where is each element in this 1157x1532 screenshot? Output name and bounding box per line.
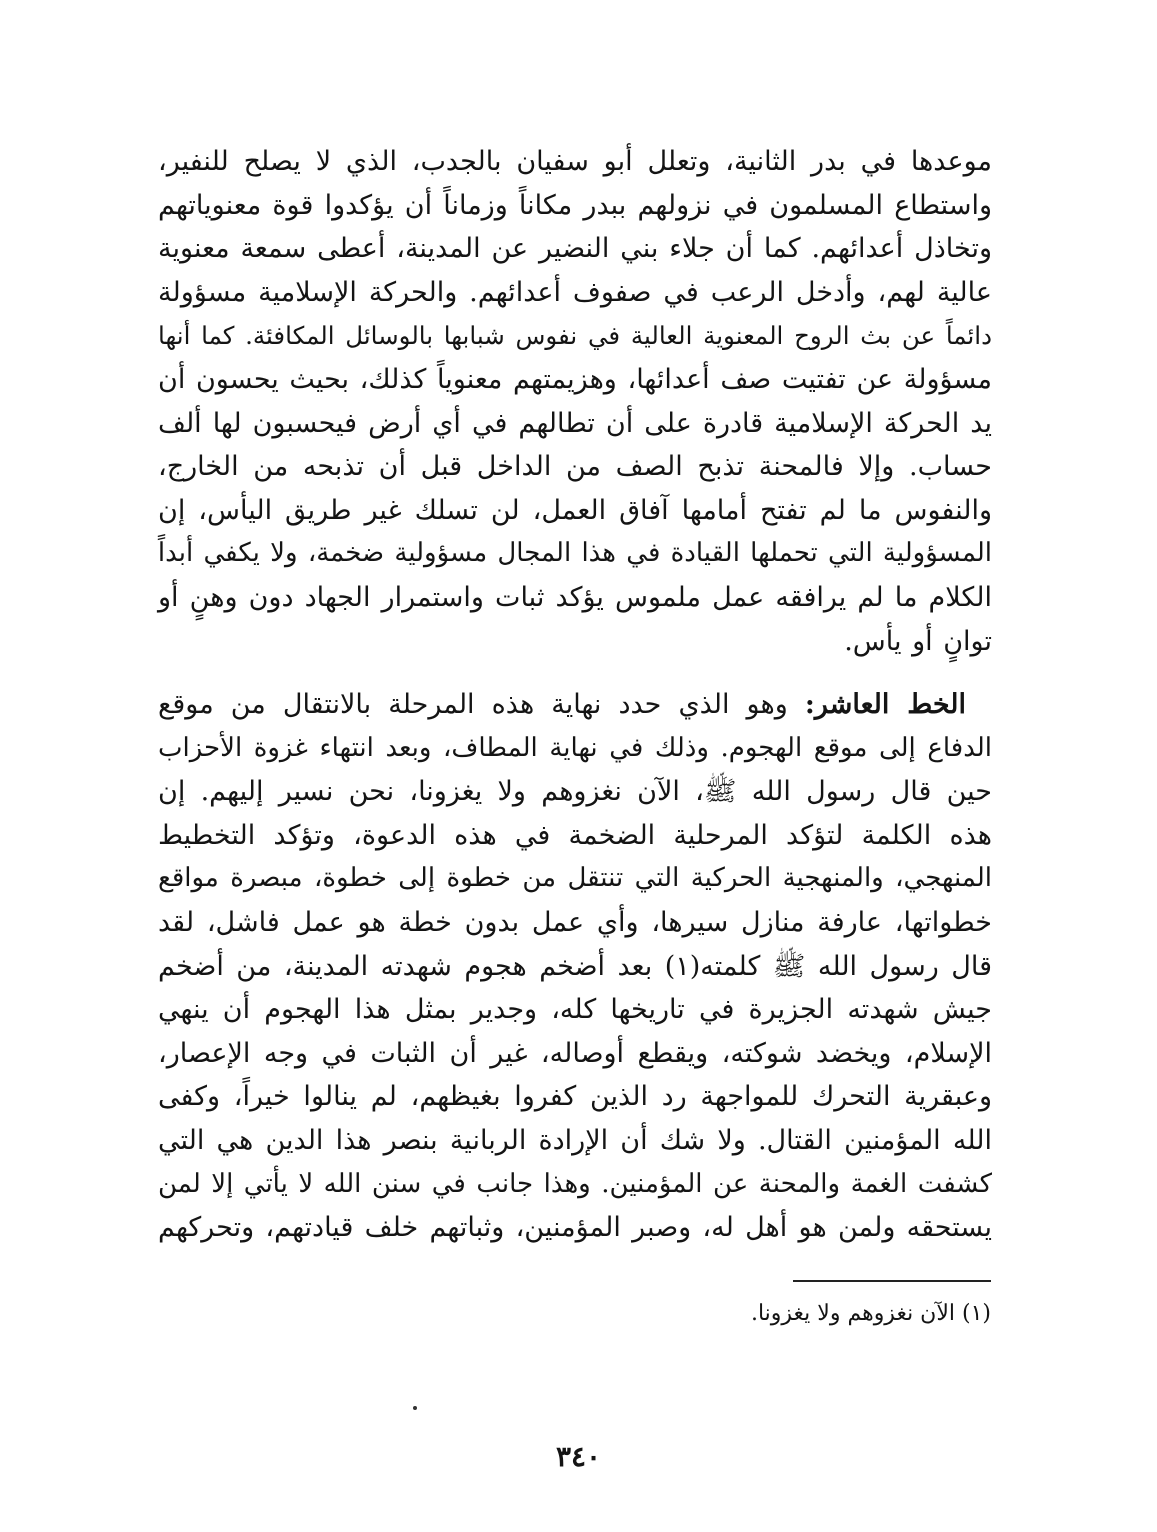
text-line: هذه الكلمة لتؤكد المرحلية الضخمة في هذه الدعوة، وتؤكد التخطيط <box>158 819 992 851</box>
text-line: الكلام ما لم يرافقه عمل ملموس يؤكد ثبات واستمرار الجهاد دون وهنٍ أو <box>158 581 992 613</box>
text-line: حساب. وإلا فالمحنة تذبح الصف من الداخل قبل أن تذبحه من الخارج، <box>158 451 992 483</box>
text-line: الله المؤمنين القتال. ولا شك أن الإرادة الربانية بنصر هذا الدين هي التي <box>158 1124 992 1156</box>
text-line: توانٍ أو يأس. <box>844 625 992 657</box>
text-line: وعبقرية التحرك للمواجهة رد الذين كفروا بغيظهم، لم ينالوا خيراً، وكفى <box>158 1081 992 1113</box>
text-line: دائماً عن بث الروح المعنوية العالية في نفوس شبابها بالوسائل المكافئة. كما أنها <box>158 321 992 351</box>
text-line: مسؤولة عن تفتيت صف أعدائها، وهزيمتهم معنوياً كذلك، بحيث يحسون أن <box>158 363 992 395</box>
text-line: يد الحركة الإسلامية قادرة على أن تطالهم في أي أرض فيحسبون لها ألف <box>158 407 992 439</box>
text-line: الإسلام، ويخضد شوكته، ويقطع أوصاله، غير أن الثبات في وجه الإعصار، <box>158 1037 992 1069</box>
text-line: الدفاع إلى موقع الهجوم. وذلك في نهاية المطاف، وبعد انتهاء غزوة الأحزاب <box>158 732 992 763</box>
text-line: عالية لهم، وأدخل الرعب في صفوف أعدائهم. والحركة الإسلامية مسؤولة <box>158 276 992 308</box>
text-line: يستحقه ولمن هو أهل له، وصبر المؤمنين، وثباتهم خلف قيادتهم، وتحركهم <box>158 1212 992 1244</box>
text-line: جيش شهدته الجزيرة في تاريخها كله، وجدير بمثل هذا الهجوم أن ينهي <box>158 994 992 1026</box>
paragraph-2 <box>158 683 992 1250</box>
text-line: وتخاذل أعدائهم. كما أن جلاء بني النضير عن المدينة، أعطى سمعة معنوية <box>158 233 992 265</box>
stray-dot <box>413 1406 417 1410</box>
footnote-divider <box>793 1280 991 1282</box>
paragraph-1 <box>158 140 992 663</box>
text-line: والنفوس ما لم تفتح أمامها آفاق العمل، لن تسلك غير طريق اليأس، إن <box>158 494 992 526</box>
footnote: (١) الآن نغزوهم ولا يغزونا. <box>750 1301 991 1326</box>
page-number: ٣٤٠ <box>555 1440 602 1473</box>
text-line: موعدها في بدر الثانية، وتعلل أبو سفيان بالجدب، الذي لا يصلح للنفير، <box>158 146 992 177</box>
text-line: المنهجي، والمنهجية الحركية التي تنتقل من خطوة إلى خطوة، مبصرة مواقع <box>158 863 992 894</box>
text-line: كشفت الغمة والمحنة عن المؤمنين. وهذا جانب في سنن الله لا يأتي إلا لمن <box>158 1168 992 1199</box>
text-line: حين قال رسول الله ﷺ، الآن نغزوهم ولا يغزونا، نحن نسير إليهم. إن <box>158 776 992 808</box>
text-line: المسؤولية التي تحملها القيادة في هذا المجال مسؤولية ضخمة، ولا يكفي أبداً <box>157 538 992 569</box>
text-line: خطواتها، عارفة منازل سيرها، وأي عمل بدون خطة هو عمل فاشل، لقد <box>158 906 992 938</box>
text-fragment: وهو الذي حدد نهاية هذه المرحلة بالانتقال من موقع <box>158 689 788 720</box>
text-line: واستطاع المسلمون في نزولهم ببدر مكاناً وزماناً أن يؤكدوا قوة معنوياتهم <box>158 189 992 221</box>
text-line-first <box>158 683 992 727</box>
section-heading: الخط العاشر: <box>804 689 966 720</box>
text-line: قال رسول الله ﷺ كلمته(١) بعد أضخم هجوم شهدته المدينة، من أضخم <box>158 950 993 982</box>
